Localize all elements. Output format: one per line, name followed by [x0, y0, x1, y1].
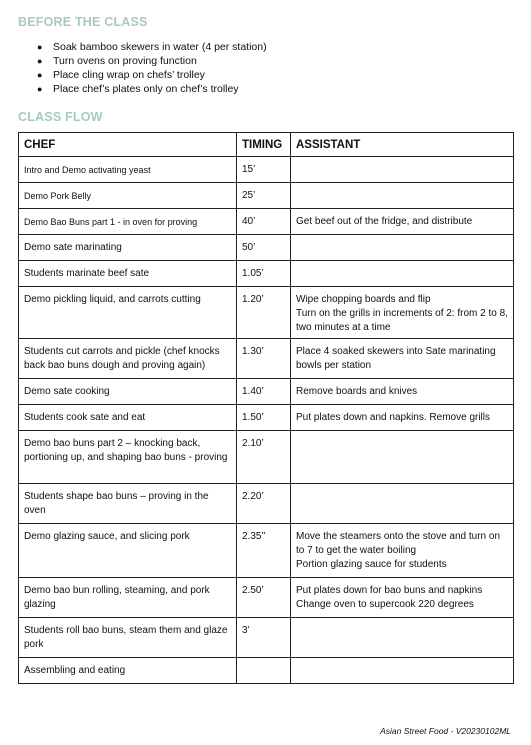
cell-assistant	[291, 235, 514, 261]
bullet-icon: ●	[37, 84, 43, 94]
cell-chef: Demo bao bun rolling, steaming, and pork glazing	[19, 578, 237, 618]
cell-chef: Students cook sate and eat	[19, 405, 237, 431]
cell-assistant	[291, 618, 514, 658]
cell-timing: 2.35’’	[237, 524, 291, 578]
table-row	[19, 379, 514, 405]
cell-chef: Students shape bao buns – proving in the oven	[19, 484, 237, 524]
column-header-assistant: ASSISTANT	[291, 133, 514, 157]
cell-chef: Assembling and eating	[19, 658, 237, 684]
cell-timing: 50’	[237, 235, 291, 261]
cell-timing	[237, 658, 291, 684]
table-row	[19, 431, 514, 484]
table-row	[19, 287, 514, 339]
bullet-icon: ●	[37, 70, 43, 80]
table-row	[19, 484, 514, 524]
cell-timing: 2.10’	[237, 431, 291, 484]
table-row	[19, 183, 514, 209]
cell-chef: Intro and Demo activating yeast	[19, 157, 237, 183]
cell-timing: 1.40’	[237, 379, 291, 405]
cell-assistant	[291, 157, 514, 183]
cell-timing: 15’	[237, 157, 291, 183]
list-item: ● Soak bamboo skewers in water (4 per station)	[37, 41, 267, 53]
cell-timing: 3’	[237, 618, 291, 658]
bullet-icon: ●	[37, 42, 43, 52]
table-row	[19, 339, 514, 379]
cell-timing: 1.05’	[237, 261, 291, 287]
cell-chef: Demo sate cooking	[19, 379, 237, 405]
cell-assistant: Place 4 soaked skewers into Sate marinating bowls per station	[291, 339, 514, 379]
before-class-heading: BEFORE THE CLASS	[18, 15, 148, 29]
cell-assistant: Put plates down and napkins. Remove grills	[291, 405, 514, 431]
table-row	[19, 524, 514, 578]
table-row	[19, 209, 514, 235]
cell-assistant: Get beef out of the fridge, and distribute	[291, 209, 514, 235]
document-footer: Asian Street Food - V20230102ML	[380, 726, 511, 736]
cell-timing: 1.50’	[237, 405, 291, 431]
table-row	[19, 157, 514, 183]
cell-assistant	[291, 261, 514, 287]
cell-assistant	[291, 183, 514, 209]
cell-timing: 1.20’	[237, 287, 291, 339]
table-row	[19, 405, 514, 431]
bullet-icon: ●	[37, 56, 43, 66]
list-item: ● Place chef’s plates only on chef’s trolley	[37, 83, 239, 95]
cell-assistant	[291, 658, 514, 684]
cell-timing: 25’	[237, 183, 291, 209]
cell-chef: Demo sate marinating	[19, 235, 237, 261]
before-class-list	[18, 40, 267, 96]
cell-assistant	[291, 484, 514, 524]
cell-chef: Students marinate beef sate	[19, 261, 237, 287]
cell-assistant: Wipe chopping boards and flip Turn on the grills in increments of 2: from 2 to 8, two minutes at a time	[291, 287, 514, 339]
cell-chef: Demo pickling liquid, and carrots cutting	[19, 287, 237, 339]
table-row	[19, 618, 514, 658]
list-item: ● Turn ovens on proving function	[37, 55, 197, 67]
cell-chef: Demo Pork Belly	[19, 183, 237, 209]
cell-assistant: Put plates down for bao buns and napkins Change oven to supercook 220 degrees	[291, 578, 514, 618]
cell-timing: 1.30’	[237, 339, 291, 379]
class-flow-heading: CLASS FLOW	[18, 110, 103, 124]
cell-chef: Students cut carrots and pickle (chef knocks back bao buns dough and proving again)	[19, 339, 237, 379]
cell-assistant: Move the steamers onto the stove and turn on to 7 to get the water boiling Portion glazing sauce for students	[291, 524, 514, 578]
table-row	[19, 658, 514, 684]
column-header-chef: CHEF	[19, 133, 237, 157]
cell-assistant	[291, 431, 514, 484]
table-row	[19, 261, 514, 287]
cell-assistant: Remove boards and knives	[291, 379, 514, 405]
cell-chef: Demo Bao Buns part 1 - in oven for proving	[19, 209, 237, 235]
cell-timing: 2.20’	[237, 484, 291, 524]
cell-timing: 40’	[237, 209, 291, 235]
cell-timing: 2.50’	[237, 578, 291, 618]
cell-chef: Demo bao buns part 2 – knocking back, portioning up, and shaping bao buns - proving	[19, 431, 237, 484]
column-header-timing: TIMING	[237, 133, 291, 157]
cell-chef: Demo glazing sauce, and slicing pork	[19, 524, 237, 578]
cell-chef: Students roll bao buns, steam them and glaze pork	[19, 618, 237, 658]
table-header-row	[19, 133, 514, 157]
table-row	[19, 235, 514, 261]
table-row	[19, 578, 514, 618]
list-item: ● Place cling wrap on chefs’ trolley	[37, 69, 205, 81]
class-flow-table	[18, 132, 514, 684]
